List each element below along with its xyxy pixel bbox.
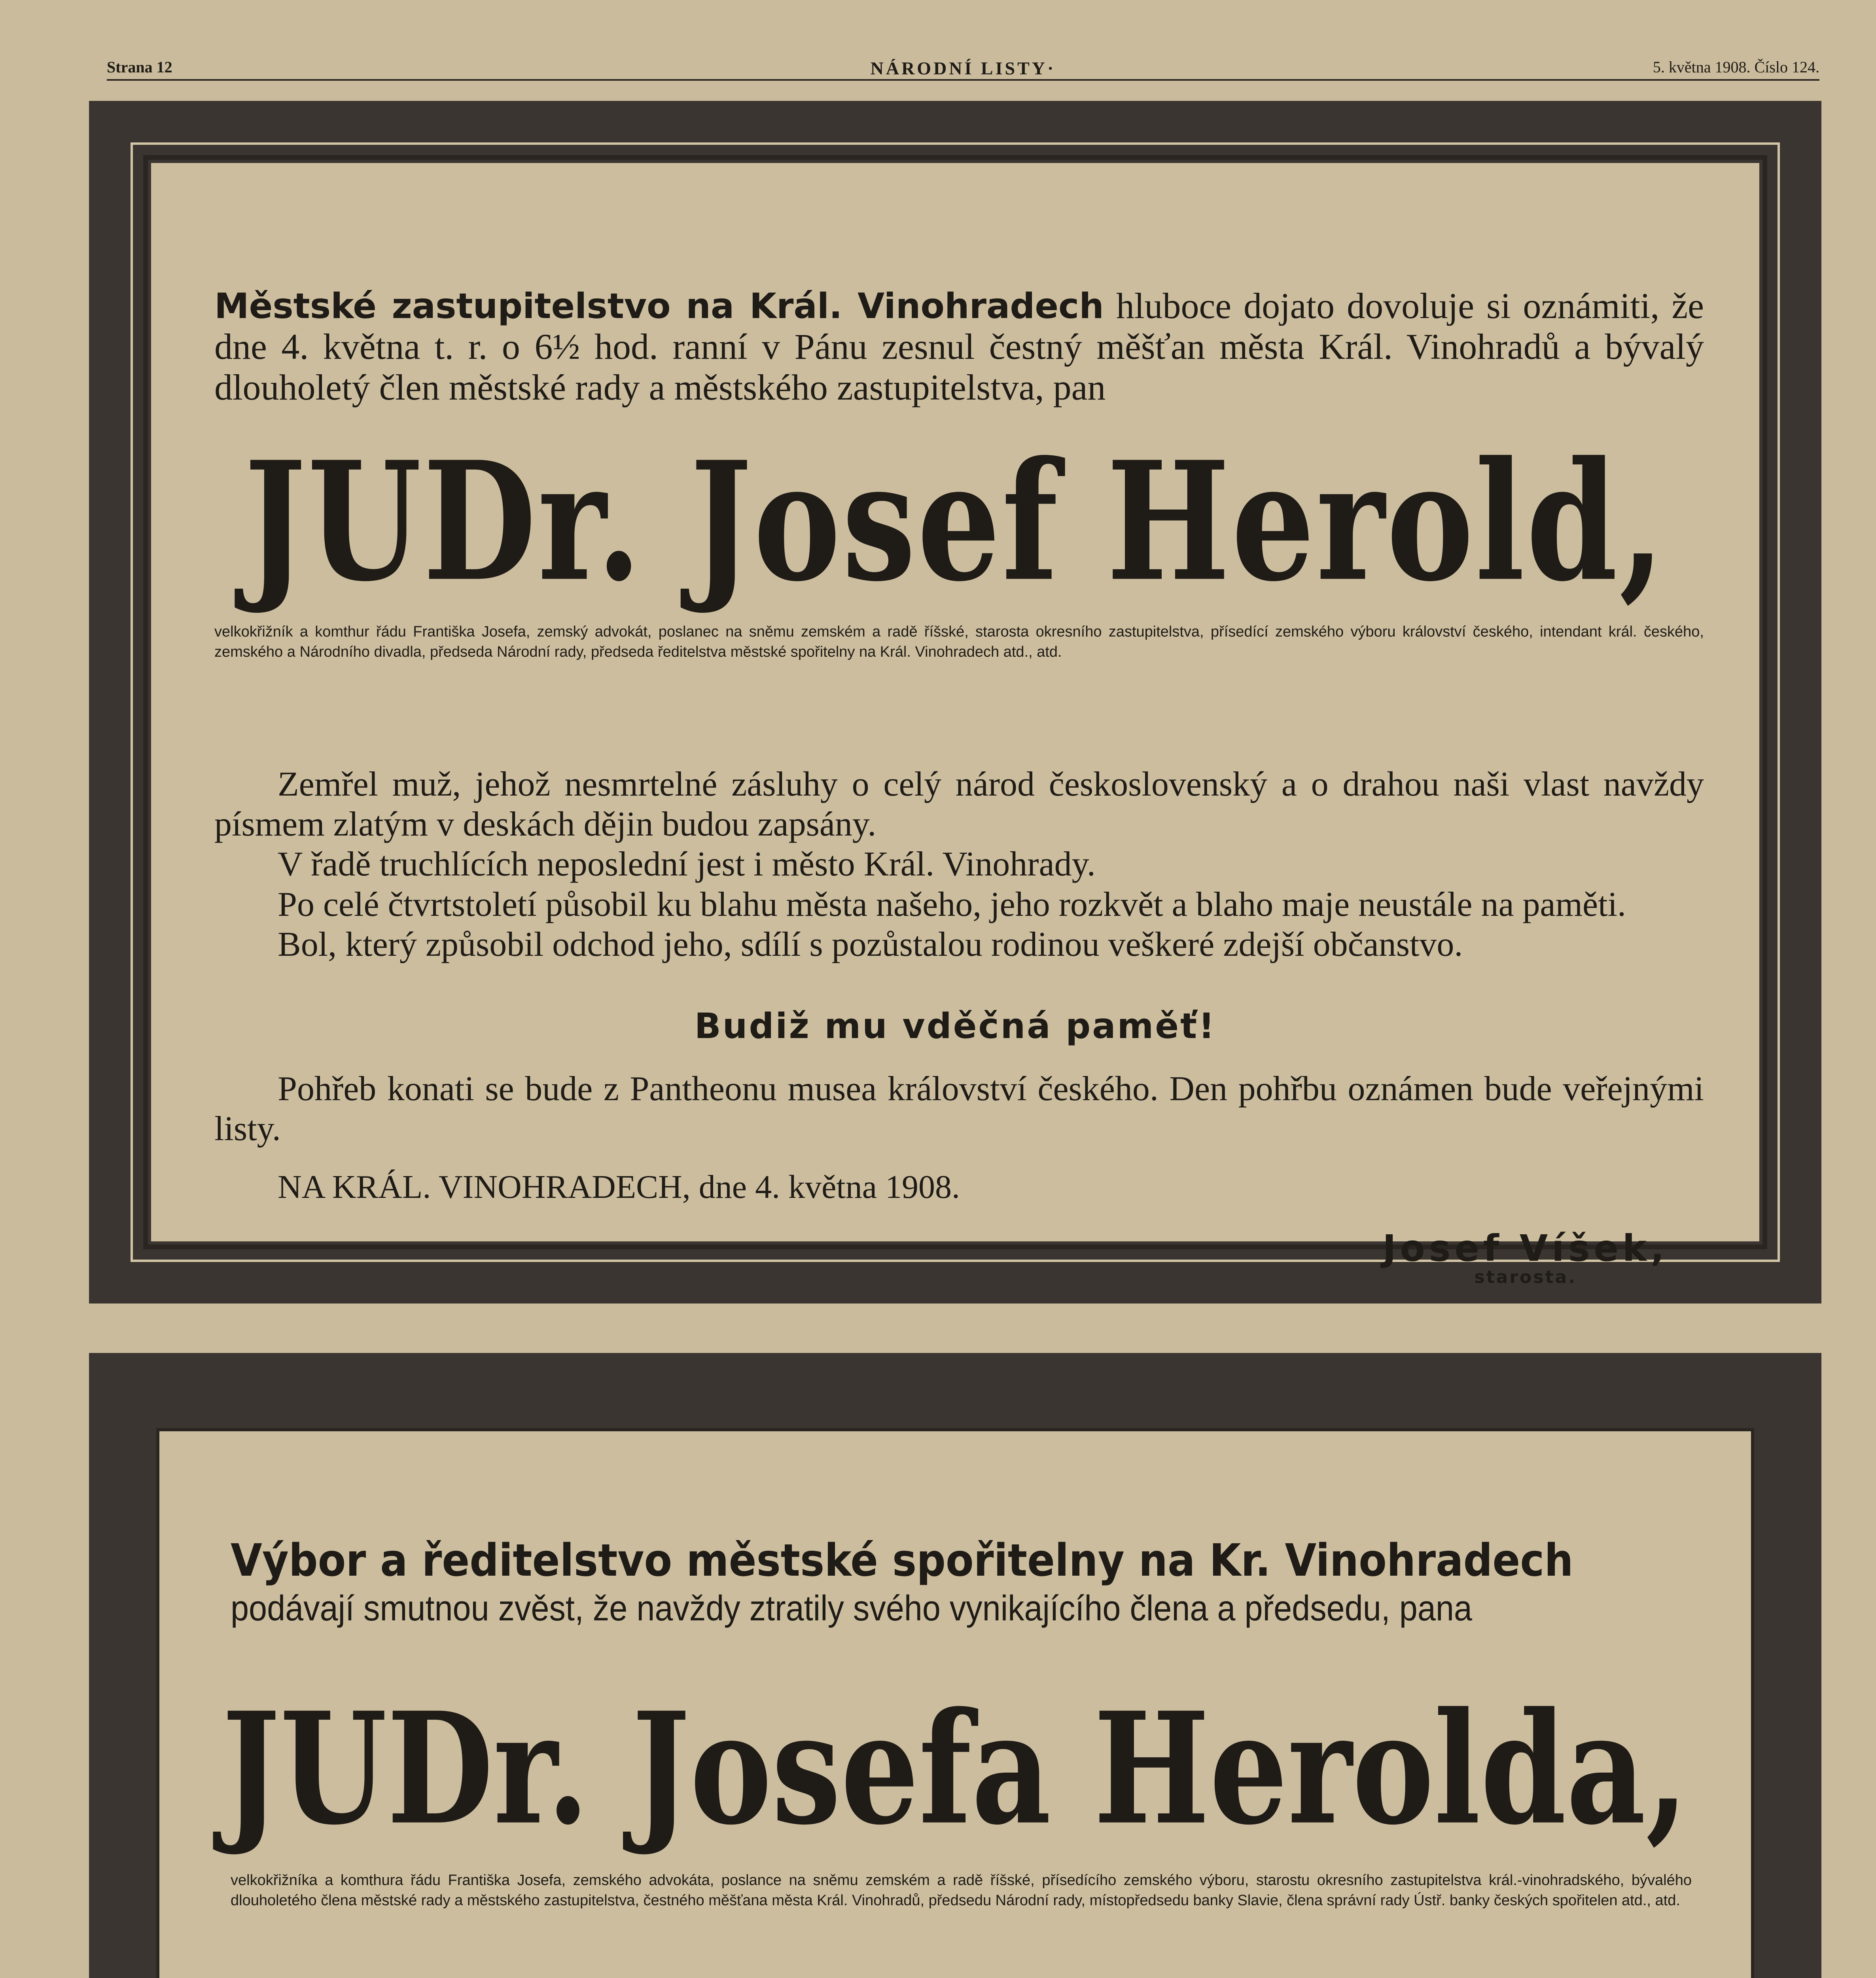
deceased-titles: velkokřižník a komthur řádu Františka Josefa, zemský advokát, poslanec na sněmu zemském a radě říšské, starosta okresního zastupitelstva, přísedící zemského výboru království českého, intendant král. českého, zemského a Národního divadla, předseda Národní rady, předseda ředitelstva městské spořitelny na Král. Vinohradech atd., atd.	[214, 623, 1704, 661]
page-header	[107, 55, 1819, 81]
signature-name: Josef Víšek,	[1382, 1227, 1668, 1269]
signature-role: starosta.	[1474, 1267, 1577, 1287]
funeral-info: Pohřeb konati se bude z Pantheonu musea království českého. Den pohřbu oznámen bude veřejnými listy.	[214, 1070, 1704, 1148]
intro-issuer: Výbor a ředitelstvo městské spořitelny na Kr. Vinohradech	[231, 1535, 1573, 1586]
intro-text: hluboce dojato dovoluje si oznámiti, že dne 4. května t. r. o 6½ hod. ranní v Pánu zesnul čestný měšťan města Král. Vinohradů a bývalý dlouholetý člen městské rady a městského zastupitelstva, pan	[214, 286, 1704, 408]
body-paragraph: V řadě truchlících neposlední jest i město Král. Vinohrady.	[278, 845, 1096, 884]
notice-intro	[214, 286, 1704, 408]
notice-intro	[231, 1534, 1650, 1630]
obituary-notice-city-council	[89, 101, 1821, 1304]
notice-panel	[156, 1428, 1754, 1978]
body-paragraph: Po celé čtvrtstoletí působil ku blahu města našeho, jeho rozkvět a blaho maje neustále na paměti.	[278, 885, 1626, 924]
body-paragraph: Bol, který způsobil odchod jeho, sdílí s pozůstalou rodinou veškeré zdejší občanstvo.	[278, 925, 1463, 964]
intro-text: podávají smutnou zvěst, že navždy ztratily svého vynikajícího člena a předsedu, pana	[231, 1589, 1472, 1629]
issue-date: 5. května 1908. Číslo 124.	[1653, 58, 1819, 76]
deceased-name: JUDr. Josefa Herolda,	[222, 1679, 1689, 1859]
deceased-name: JUDr. Josef Herold,	[244, 425, 1666, 618]
notice-panel	[151, 163, 1759, 1287]
deceased-titles: velkokřižníka a komthura řádu Františka Josefa, zemského advokáta, poslance na sněmu zemském a radě říšské, přísedícího zemského výboru, starostu okresního zastupitelstva král.-vinohradského, bývalého dlouholetého člena městské rady a městského zastupitelstva, čestného měšťana města Král. Vinohradů, předsedu Národní rady, místopředsedu banky Slavie, člena správní rady Ústř. banky českých spořitelen atd., atd.	[231, 1872, 1692, 1909]
memorial-motto: Budiž mu vděčná paměť!	[694, 1006, 1216, 1046]
place-date: NA KRÁL. VINOHRADECH, dne 4. května 1908.	[278, 1169, 960, 1205]
intro-issuer: Městské zastupitelstvo na Král. Vinohradech	[214, 286, 1104, 326]
notice-body	[214, 764, 1704, 964]
newspaper-title: NÁRODNÍ LISTY·	[870, 58, 1056, 78]
page-number: Strana 12	[107, 58, 172, 76]
obituary-notice-savings-bank	[89, 1353, 1821, 1978]
body-paragraph: Zemřel muž, jehož nesmrtelné zásluhy o celý národ československý a o drahou naši vlast navždy písmem zlatým v deskách dějin budou zapsány.	[214, 765, 1704, 844]
signature	[1382, 1227, 1668, 1287]
